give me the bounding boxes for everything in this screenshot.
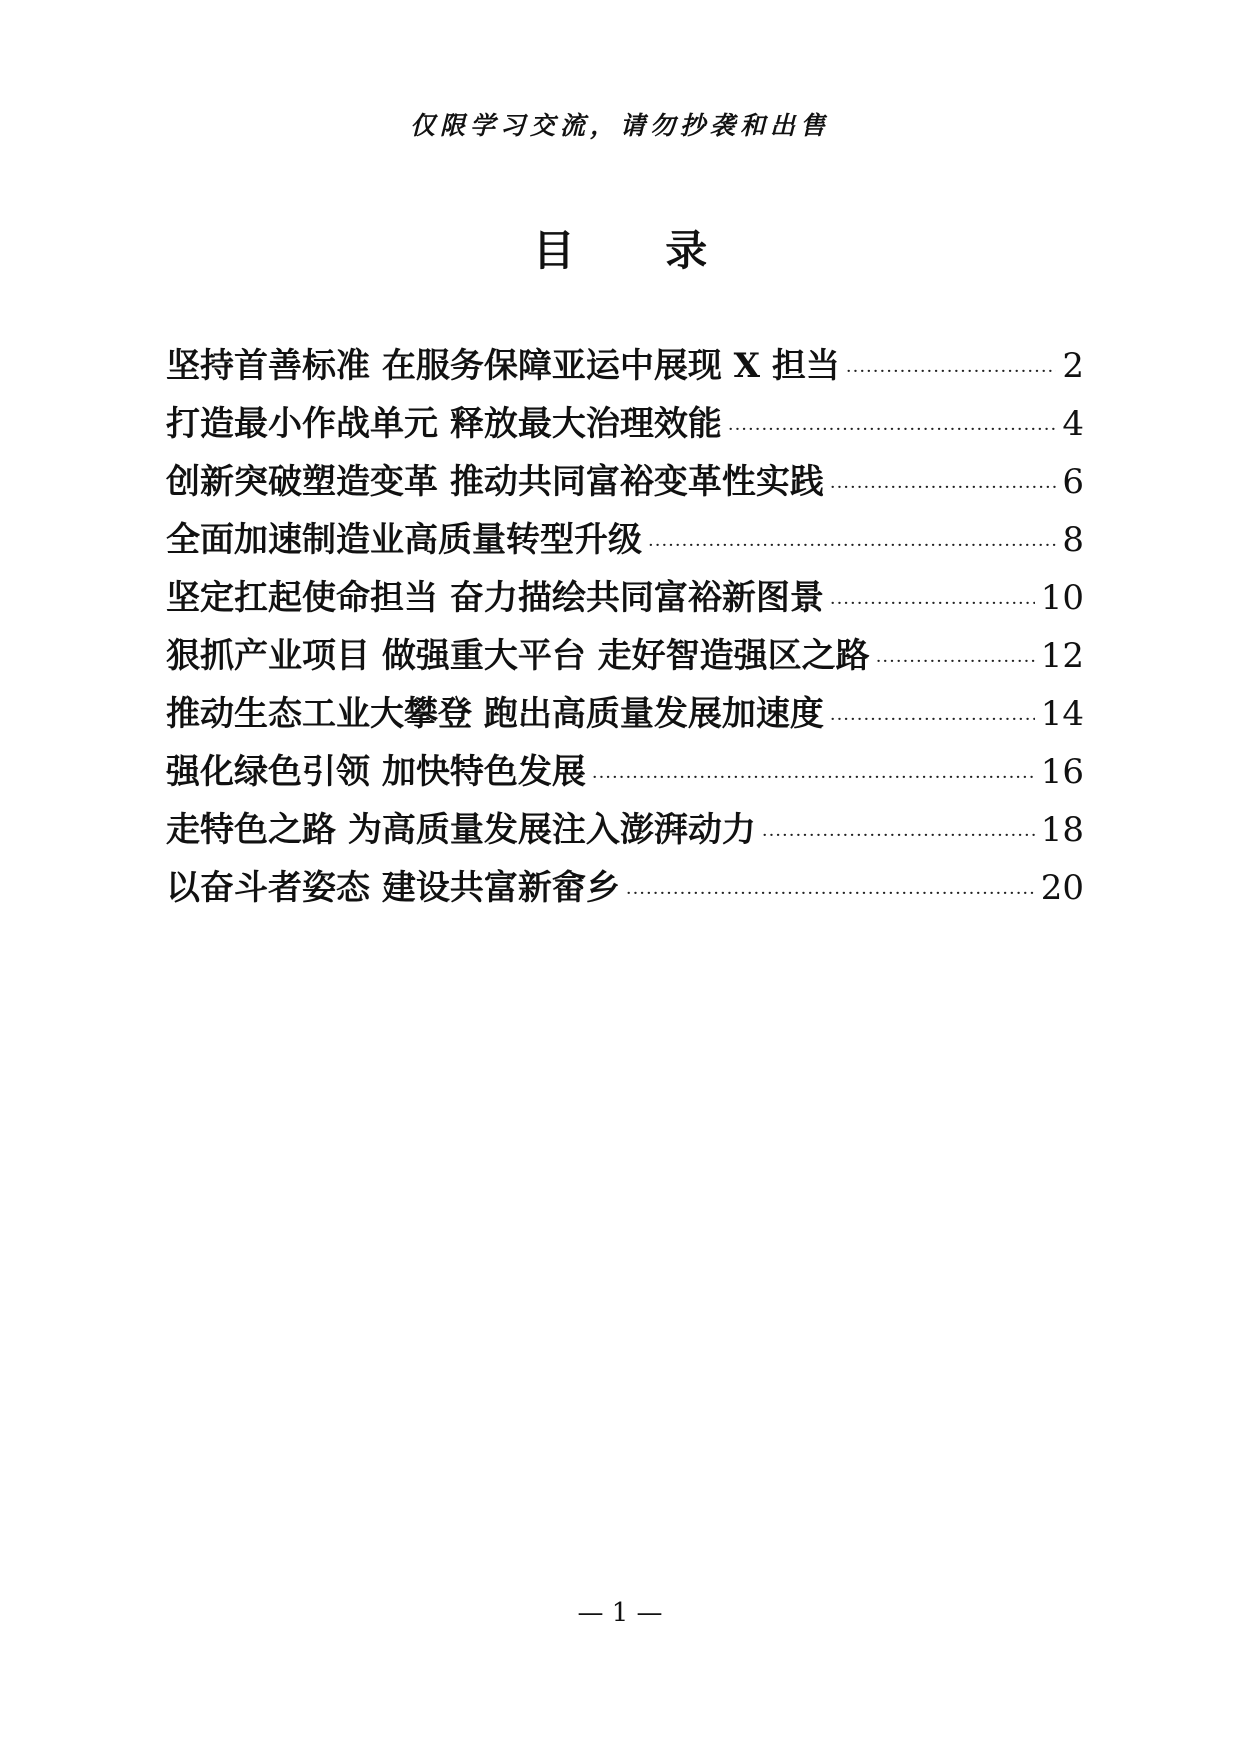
toc-dot-leader bbox=[728, 419, 1057, 453]
page-number: — 1 — bbox=[577, 1598, 663, 1628]
toc-page-number: 8 bbox=[1062, 520, 1084, 560]
toc-entry-title: 以奋斗者姿态 建设共富新畲乡 bbox=[166, 868, 620, 908]
toc-entry-title: 强化绿色引领 加快特色发展 bbox=[166, 752, 586, 792]
toc-entry[interactable] bbox=[166, 454, 1084, 512]
toc-dot-leader bbox=[626, 883, 1035, 917]
toc-entry-title: 走特色之路 为高质量发展注入澎湃动力 bbox=[166, 810, 756, 850]
toc-entry[interactable] bbox=[166, 512, 1084, 570]
toc-entry[interactable] bbox=[166, 744, 1084, 802]
toc-entry[interactable] bbox=[166, 860, 1084, 918]
toc-entry-title: 打造最小作战单元 释放最大治理效能 bbox=[166, 404, 722, 444]
toc-entry[interactable] bbox=[166, 628, 1084, 686]
toc-entry-title: 坚持首善标准 在服务保障亚运中展现 X 担当 bbox=[166, 346, 840, 386]
toc-entry-title: 坚定扛起使命担当 奋力描绘共同富裕新图景 bbox=[166, 578, 824, 618]
toc-page-number: 20 bbox=[1040, 868, 1084, 908]
toc-page-number: 18 bbox=[1040, 810, 1084, 850]
toc-dot-leader bbox=[830, 593, 1035, 627]
toc-entry[interactable] bbox=[166, 396, 1084, 454]
header-note: 仅限学习交流，请勿抄袭和出售 bbox=[409, 111, 830, 140]
toc-entry[interactable] bbox=[166, 802, 1084, 860]
toc-dot-leader bbox=[846, 361, 1056, 395]
toc-dot-leader bbox=[876, 651, 1035, 685]
toc-page-number: 4 bbox=[1062, 404, 1084, 444]
toc-page-number: 16 bbox=[1040, 752, 1084, 792]
toc-page-number: 14 bbox=[1040, 694, 1084, 734]
toc-page-number: 10 bbox=[1040, 578, 1084, 618]
toc-entry[interactable] bbox=[166, 570, 1084, 628]
toc-dot-leader bbox=[762, 825, 1035, 859]
toc-entry[interactable] bbox=[166, 686, 1084, 744]
toc-dot-leader bbox=[830, 709, 1035, 743]
toc-entry[interactable] bbox=[166, 338, 1084, 396]
toc-dot-leader bbox=[830, 477, 1057, 511]
toc-dot-leader bbox=[648, 535, 1056, 569]
toc-entry-title: 推动生态工业大攀登 跑出高质量发展加速度 bbox=[166, 694, 824, 734]
table-of-contents bbox=[166, 338, 1084, 918]
toc-page-number: 2 bbox=[1062, 346, 1084, 386]
toc-dot-leader bbox=[592, 767, 1035, 801]
toc-entry-title: 狠抓产业项目 做强重大平台 走好智造强区之路 bbox=[166, 636, 870, 676]
toc-page-number: 6 bbox=[1062, 462, 1084, 502]
page-title: 目 录 bbox=[532, 226, 746, 275]
toc-entry-title: 全面加速制造业高质量转型升级 bbox=[166, 520, 642, 560]
toc-page-number: 12 bbox=[1040, 636, 1084, 676]
toc-entry-title: 创新突破塑造变革 推动共同富裕变革性实践 bbox=[166, 462, 824, 502]
